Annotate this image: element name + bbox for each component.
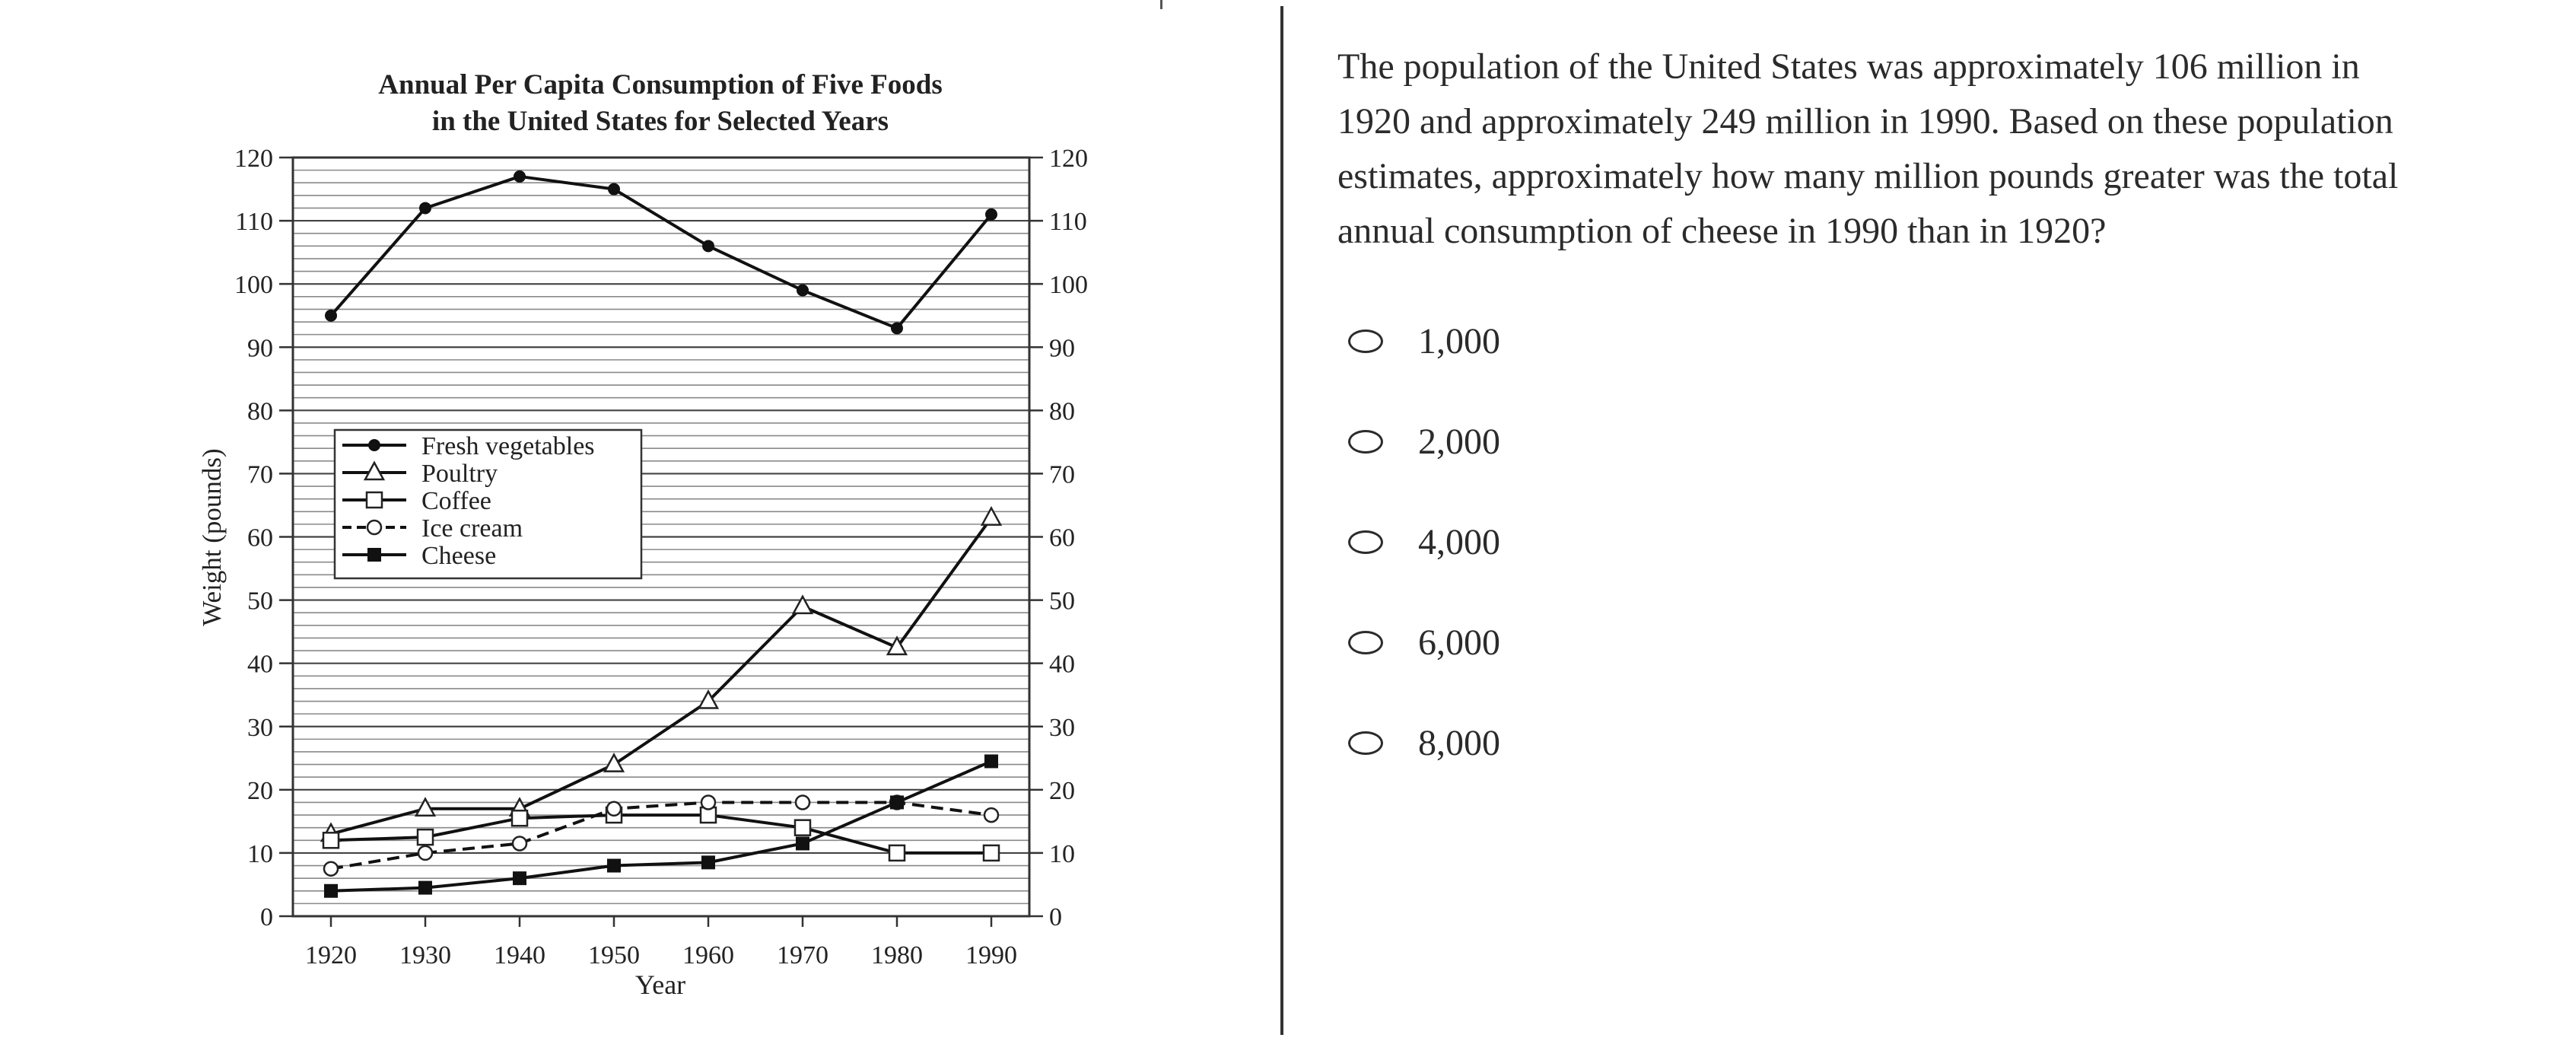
y-tick-label-right: 40 bbox=[1049, 650, 1075, 679]
answer-choices bbox=[1337, 291, 2418, 793]
answer-choice-label: 1,000 bbox=[1418, 320, 1500, 361]
y-tick-label-right: 100 bbox=[1049, 271, 1088, 300]
y-tick-label-right: 50 bbox=[1049, 587, 1075, 616]
chart-subtitle: in the United States for Selected Years bbox=[431, 106, 889, 137]
answer-choice-a[interactable] bbox=[1337, 291, 2418, 391]
y-axis-label: Weight (pounds) bbox=[197, 448, 227, 626]
legend-marker-cheese bbox=[367, 548, 381, 562]
data-point-coffee bbox=[323, 832, 339, 848]
legend-marker-fresh-vegetables bbox=[369, 440, 380, 450]
y-tick-label: 10 bbox=[247, 839, 273, 868]
y-tick-label-right: 20 bbox=[1049, 776, 1075, 805]
x-tick-label: 1970 bbox=[777, 941, 828, 969]
data-point-ice-cream bbox=[607, 802, 621, 816]
data-point-fresh-vegetables bbox=[326, 310, 336, 321]
data-point-cheese bbox=[418, 881, 432, 895]
data-point-coffee bbox=[512, 810, 527, 826]
data-point-ice-cream bbox=[984, 808, 998, 822]
y-tick-label: 90 bbox=[247, 334, 273, 363]
legend-label: Fresh vegetables bbox=[421, 432, 595, 460]
data-point-fresh-vegetables bbox=[420, 202, 431, 213]
data-point-ice-cream bbox=[701, 795, 715, 809]
data-point-ice-cream bbox=[324, 862, 338, 876]
y-tick-label: 50 bbox=[247, 587, 273, 616]
data-point-poultry bbox=[605, 755, 623, 772]
legend-marker-ice-cream bbox=[367, 520, 381, 534]
y-tick-label: 30 bbox=[247, 713, 273, 742]
legend-label: Ice cream bbox=[421, 514, 523, 543]
y-tick-label: 100 bbox=[234, 271, 273, 300]
question-text: The population of the United States was approximately 106 million in 1920 and approximately 249 million in 1990. Based on these population estimates, approximately how many million pounds greater was the total annual consumption of cheese in 1990 than in 1920? bbox=[1337, 46, 2399, 251]
data-point-cheese bbox=[984, 754, 998, 768]
data-point-ice-cream bbox=[418, 846, 432, 860]
answer-choice-label: 8,000 bbox=[1418, 722, 1500, 763]
y-tick-label-right: 80 bbox=[1049, 397, 1075, 426]
data-point-fresh-vegetables bbox=[892, 323, 902, 333]
data-point-poultry bbox=[982, 508, 1000, 525]
x-tick-label: 1940 bbox=[494, 941, 545, 969]
chart-panel bbox=[0, 0, 1278, 1041]
y-tick-label: 0 bbox=[260, 903, 273, 931]
data-point-cheese bbox=[701, 855, 715, 869]
y-tick-label-right: 10 bbox=[1049, 839, 1075, 868]
data-point-poultry bbox=[793, 597, 812, 613]
y-tick-label-right: 60 bbox=[1049, 524, 1075, 552]
data-point-coffee bbox=[795, 820, 810, 836]
data-point-ice-cream bbox=[513, 836, 526, 850]
y-tick-label-right: 110 bbox=[1049, 208, 1087, 237]
series-line-fresh-vegetables bbox=[331, 177, 991, 328]
radio-button[interactable] bbox=[1348, 329, 1383, 353]
y-tick-label-right: 70 bbox=[1049, 460, 1075, 489]
data-point-fresh-vegetables bbox=[986, 209, 997, 220]
line-chart bbox=[0, 0, 1278, 1041]
x-tick-label: 1950 bbox=[588, 941, 640, 969]
data-point-fresh-vegetables bbox=[609, 184, 619, 195]
x-tick-label: 1920 bbox=[305, 941, 357, 969]
legend-label: Coffee bbox=[421, 487, 491, 515]
data-point-coffee bbox=[889, 845, 905, 861]
data-point-fresh-vegetables bbox=[797, 285, 808, 295]
data-point-cheese bbox=[324, 884, 338, 898]
x-tick-label: 1990 bbox=[965, 941, 1017, 969]
data-point-cheese bbox=[607, 859, 621, 873]
legend-marker-coffee bbox=[367, 492, 382, 508]
radio-button[interactable] bbox=[1348, 530, 1383, 554]
data-point-coffee bbox=[984, 845, 999, 861]
legend-label: Poultry bbox=[421, 460, 498, 488]
answer-choice-e[interactable] bbox=[1337, 692, 2418, 793]
data-point-cheese bbox=[513, 871, 526, 885]
data-point-ice-cream bbox=[796, 795, 809, 809]
answer-choice-label: 6,000 bbox=[1418, 622, 1500, 663]
radio-button[interactable] bbox=[1348, 731, 1383, 755]
y-tick-label-right: 120 bbox=[1049, 145, 1088, 173]
y-tick-label: 60 bbox=[247, 524, 273, 552]
y-tick-label: 20 bbox=[247, 776, 273, 805]
y-tick-label: 120 bbox=[234, 145, 273, 173]
x-axis-label: Year bbox=[634, 969, 686, 1000]
answer-choice-label: 4,000 bbox=[1418, 521, 1500, 562]
chart-title: Annual Per Capita Consumption of Five Foods bbox=[378, 69, 943, 100]
y-tick-label-right: 90 bbox=[1049, 334, 1075, 363]
y-tick-label: 40 bbox=[247, 650, 273, 679]
y-tick-label: 110 bbox=[235, 208, 273, 237]
x-tick-label: 1930 bbox=[399, 941, 451, 969]
series-line-cheese bbox=[331, 761, 991, 890]
data-point-cheese bbox=[890, 795, 904, 809]
data-point-cheese bbox=[796, 836, 809, 850]
data-point-fresh-vegetables bbox=[703, 240, 714, 251]
panel-divider bbox=[1280, 6, 1283, 1035]
y-tick-label: 80 bbox=[247, 397, 273, 426]
y-tick-label: 70 bbox=[247, 460, 273, 489]
radio-button[interactable] bbox=[1348, 430, 1383, 454]
answer-choice-d[interactable] bbox=[1337, 592, 2418, 692]
data-point-coffee bbox=[418, 829, 433, 845]
radio-button[interactable] bbox=[1348, 631, 1383, 654]
answer-choice-c[interactable] bbox=[1337, 492, 2418, 592]
y-tick-label-right: 30 bbox=[1049, 713, 1075, 742]
top-tick-mark bbox=[1160, 0, 1162, 9]
y-tick-label-right: 0 bbox=[1049, 903, 1062, 931]
x-tick-label: 1980 bbox=[871, 941, 923, 969]
question-panel bbox=[1337, 40, 2418, 761]
x-tick-label: 1960 bbox=[682, 941, 734, 969]
answer-choice-b[interactable] bbox=[1337, 391, 2418, 492]
legend-label: Cheese bbox=[421, 542, 497, 570]
data-point-fresh-vegetables bbox=[514, 171, 525, 182]
answer-choice-label: 2,000 bbox=[1418, 421, 1500, 462]
